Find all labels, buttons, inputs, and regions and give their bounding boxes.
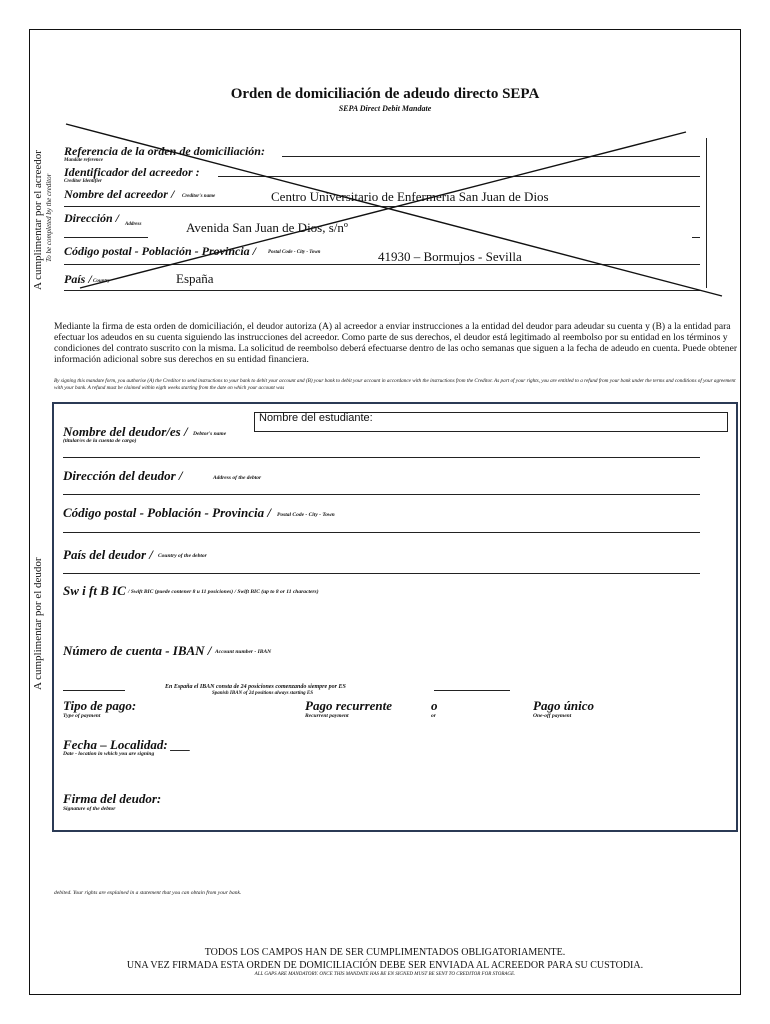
date-location-sub: Date - location in which you are signing (63, 751, 155, 757)
creditor-address-sub: Address (125, 222, 142, 227)
creditor-identifier-sub: Creditor Identifier (64, 179, 102, 184)
iban-note-en: Spanish IBAN of 24 positions always starting ES (212, 691, 314, 696)
creditor-side-label: A cumplimentar por el acreedor (32, 150, 44, 290)
creditor-identifier-label: Identificador del acreedor : (64, 165, 200, 179)
debtor-signature-sub: Signature of the debtor (63, 806, 116, 812)
document-subtitle: SEPA Direct Debit Mandate (338, 104, 432, 113)
payment-type-label: Tipo de pago: (63, 698, 137, 713)
debtor-side-label: A cumplimentar por el deudor (32, 557, 44, 690)
debtor-country-field[interactable] (63, 573, 700, 574)
oneoff-payment-option[interactable]: Pago único (533, 698, 595, 713)
creditor-postal-value: 41930 – Bormujos - Sevilla (378, 249, 522, 264)
iban-label: Número de cuenta - IBAN / (63, 643, 212, 658)
recurrent-payment-option[interactable]: Pago recurrente (305, 698, 393, 713)
date-location-field[interactable]: Fecha – Localidad: ___ (63, 737, 191, 752)
debtor-country-label: País del deudor / (63, 547, 153, 562)
footer-line-2: UNA VEZ FIRMADA ESTA ORDEN DE DOMICILIACIÓN DEBE SER ENVIADA AL ACREEDOR PARA SU CUSTODIA. (126, 960, 644, 971)
student-name-label: Nombre del estudiante: (259, 412, 373, 424)
oneoff-payment-sub: One-off payment (533, 713, 572, 719)
debtor-name-sub-en: Debtor's name (193, 431, 227, 437)
or-label: o (431, 698, 438, 713)
swift-bic-label: Sw i ft B IC (63, 583, 126, 598)
debtor-name-label: Nombre del deudor/es / (63, 424, 188, 439)
debtor-address-field[interactable] (63, 494, 700, 495)
mandate-reference-label: Referencia de la orden de domiciliación: (64, 144, 265, 158)
creditor-address-label: Dirección / (64, 211, 119, 225)
student-name-field[interactable] (254, 412, 728, 432)
document-title: Orden de domiciliación de adeudo directo SEPA (230, 86, 540, 102)
debtor-name-sub-es: (titular/es de la cuenta de cargo) (63, 438, 137, 444)
creditor-country-sub: Country (93, 279, 110, 284)
debtor-section-box (52, 402, 738, 832)
recurrent-payment-sub: Recurrent payment (305, 713, 349, 719)
iban-field-left[interactable] (63, 690, 125, 691)
footer-line-3: ALL GAPS ARE MANDATORY. ONCE THIS MANDATE HAS BE EN SIGNED MUST BE SENT TO CREDITOR FOR STORAGE. (254, 972, 516, 977)
debtor-postal-label: Código postal - Población - Provincia / (63, 505, 271, 520)
creditor-postal-sub: Postal Code - City - Town (268, 250, 321, 255)
iban-note-es: En España el IBAN consta de 24 posiciones comenzando siempre por ES (165, 684, 346, 690)
footer-line-1: TODOS LOS CAMPOS HAN DE SER CUMPLIMENTADOS OBLIGATORIAMENTE. (204, 947, 566, 958)
debtor-postal-sub: Postal Code - City - Town (277, 512, 335, 518)
mandate-reference-sub: Mandate reference (64, 158, 104, 163)
debtor-address-sub: Address of the debtor (213, 475, 262, 481)
creditor-name-value: Centro Universitario de Enfermería San Juan de Dios (271, 189, 549, 204)
continuation-text: debited. Your rights are explained in a statement that you can obtain from your bank. (54, 890, 242, 896)
payment-type-sub: Type of payment (63, 713, 101, 719)
creditor-name-sub: Creditor's name (182, 194, 216, 199)
creditor-postal-label: Código postal - Población - Provincia / (64, 244, 256, 258)
debtor-postal-field[interactable] (63, 532, 700, 533)
debtor-country-sub: Country of the debtor (158, 553, 207, 559)
creditor-country-label: País / (64, 272, 92, 286)
creditor-address-value: Avenida San Juan de Dios, s/nº (186, 220, 348, 235)
authorization-text-es: Mediante la firma de esta orden de domiciliación, el deudor autoriza (A) al acreedor a enviar instrucciones a la entidad del deudor para adeudar su cuenta y (B) a la entidad para efectuar los adeudos en su cuenta siguiendo las instrucciones del acreedor. Como parte de sus derechos, el deudor está legitimado al reembolso por su entidad en los términos y condiciones del contrato suscrito con la misma. La solicitud de reembolso deberá efectuarse dentro de las ocho semanas que siguen a la fecha de adeudo en cuenta. Puede obtener información adicional sobre sus derechos en su entidad financiera. (54, 321, 738, 365)
iban-sub: Account number - IBAN (215, 649, 272, 655)
swift-bic-sub: / Swift BIC (puede contener 8 u 11 posiciones) / Swift BIC (up to 8 or 11 characters) (128, 589, 319, 595)
or-sub: or (431, 713, 436, 719)
debtor-signature-field[interactable]: Firma del deudor: (63, 791, 162, 806)
creditor-country-value: España (176, 271, 214, 286)
iban-field-right[interactable] (434, 690, 510, 691)
creditor-name-label: Nombre del acreedor / (64, 187, 175, 201)
creditor-side-sublabel: To be completed by the creditor (45, 173, 53, 262)
authorization-text-en: By signing this mandate form, you authorise (A) the Creditor to send instructions to your bank to debit your account and (B) your bank to debit your account in accordance with the instructions from the Creditor. As part of your rights, you are entitled to a refund from your bank under the terms and conditions of your agreement with your bank. A refund must be claimed within eigth weeks starting from the date on which your account was (54, 378, 736, 391)
debtor-name-field[interactable] (63, 457, 700, 458)
debtor-address-label: Dirección del deudor / (63, 468, 183, 483)
